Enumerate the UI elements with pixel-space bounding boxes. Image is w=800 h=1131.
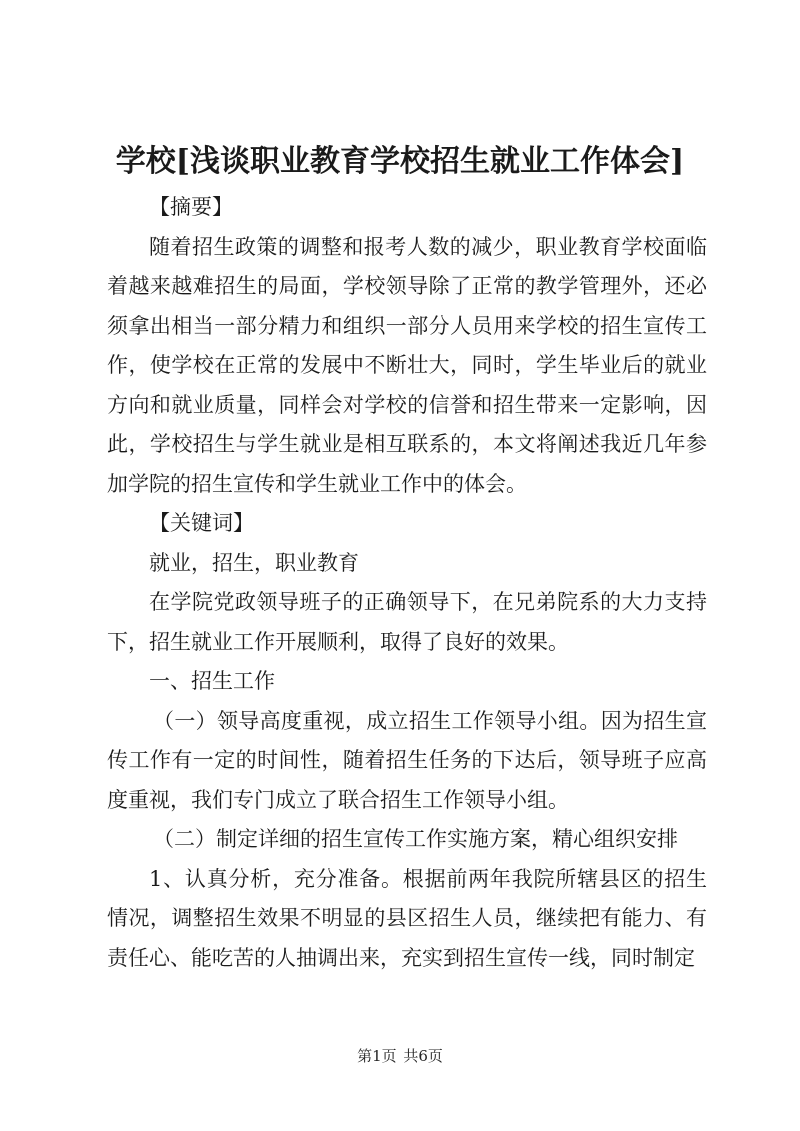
subsection-2-paragraph: （二）制定详细的招生宣传工作实施方案，精心组织安排 [153,827,678,851]
abstract-paragraph: 随着招生政策的调整和报考人数的减少，职业教育学校面临着越来越难招生的局面，学校领导除了正常的教学管理外，还必须拿出相当一部分精力和组织一部分人员用来学校的招生宣传工作，使学校在正常的发展中不断壮大，同时，学生毕业后的就业方向和就业质量，同样会对学校的信誉和招生带来一定影响，因此，学校招生与学生就业是相互联系的，本文将阐述我近几年参加学院的招生宣传和学生就业工作中的体会。 [107,234,707,496]
item-1-paragraph: 1、认真分析，充分准备。根据前两年我院所辖县区的招生情况，调整招生效果不明显的县区招生人员，继续把有能力、有责任心、能吃苦的人抽调出来，充实到招生宣传一线，同时制定 [107,866,707,970]
abstract-heading: 【摘要】 [149,195,233,219]
section-heading-recruitment: 一、招生工作 [149,669,275,693]
page-total: 共6页 [403,1047,443,1065]
page-footer [0,1046,800,1066]
document-body [107,188,707,978]
document-title: 学校[浅谈职业教育学校招生就业工作体会] [115,144,685,179]
intro-paragraph: 在学院党政领导班子的正确领导下，在兄弟院系的大力支持下，招生就业工作开展顺利，取得了良好的效果。 [107,590,707,654]
subsection-1-paragraph: （一）领导高度重视，成立招生工作领导小组。因为招生宣传工作有一定的时间性，随着招生任务的下达后，领导班子应高度重视，我们专门成立了联合招生工作领导小组。 [107,708,707,812]
keywords-heading: 【关键词】 [149,511,254,535]
keywords-paragraph: 就业，招生，职业教育 [149,550,359,575]
page-number: 第1页 [357,1047,397,1065]
